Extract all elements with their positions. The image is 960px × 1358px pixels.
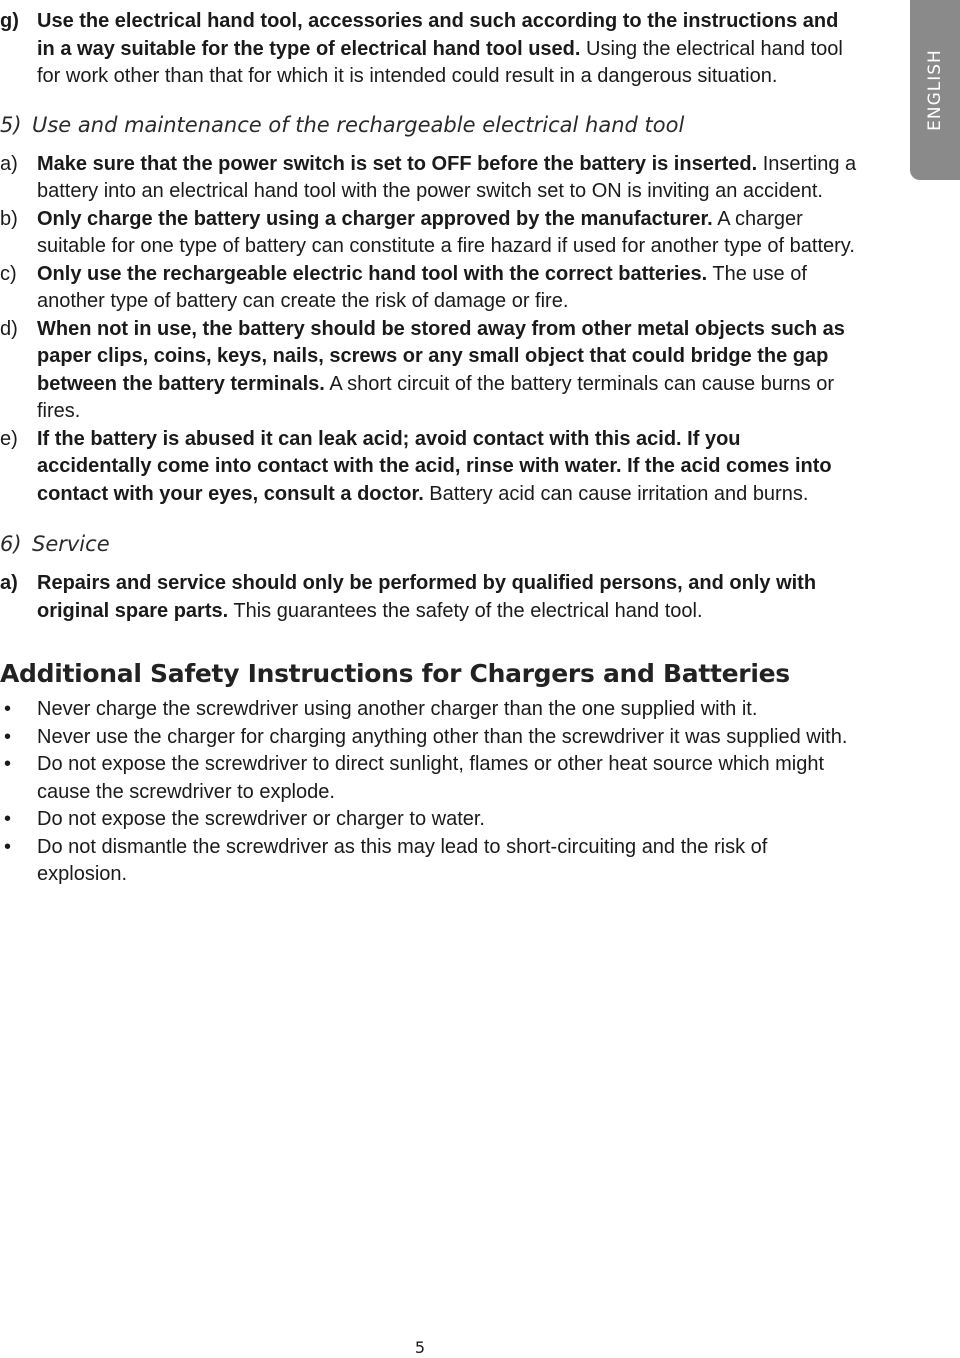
- item-text: This guarantees the safety of the electrical hand tool.: [228, 599, 703, 622]
- list-item: • Never charge the screwdriver using another charger than the one supplied with it.: [0, 696, 860, 724]
- item-g: [0, 8, 860, 91]
- section-6-heading: [0, 532, 860, 556]
- item-label: c): [0, 262, 17, 285]
- item-text: A charger suitable for one type of battery can constitute a fire hazard if used for another type of battery.: [37, 207, 855, 257]
- page-number: 5: [414, 1338, 426, 1357]
- additional-safety-heading: Additional Safety Instructions for Chargers and Batteries: [0, 659, 790, 688]
- list-item: • Never use the charger for charging anything other than the screwdriver it was supplied with.: [0, 724, 860, 752]
- section-title: Service: [32, 532, 110, 556]
- item-label: d): [0, 317, 18, 340]
- page-content: [0, 8, 860, 889]
- section-5-item-e: [0, 426, 860, 509]
- section-number: 6): [0, 532, 22, 556]
- section-5-item-a: [0, 151, 860, 206]
- item-bold-text: When not in use, the battery should be stored away from other metal objects such as paper clips, coins, keys, nails, screws or any small object that could bridge the gap between the battery terminals.: [37, 317, 845, 395]
- section-5-item-b: [0, 206, 860, 261]
- section-6-item-a: [0, 570, 860, 625]
- section-number: 5): [0, 112, 22, 137]
- item-text: The use of another type of battery can create the risk of damage or fire.: [37, 262, 807, 312]
- item-label: a): [0, 572, 18, 594]
- item-bold-text: Only charge the battery using a charger approved by the manufacturer.: [37, 207, 713, 230]
- item-text: Battery acid can cause irritation and burns.: [423, 482, 809, 505]
- item-bold-text: Repairs and service should only be performed by qualified persons, and only with original spare parts.: [37, 572, 817, 622]
- list-item: • Do not dismantle the screwdriver as this may lead to short-circuiting and the risk of explosion.: [0, 834, 860, 889]
- language-tab-label: ENGLISH: [925, 49, 945, 131]
- list-item: • Do not expose the screwdriver or charger to water.: [0, 806, 860, 834]
- item-bold-text: Make sure that the power switch is set to OFF before the battery is inserted.: [37, 152, 758, 175]
- item-label: g): [0, 10, 19, 32]
- item-bold-text: Use the electrical hand tool, accessories and such according to the instructions and in a way suitable for the type of electrical hand tool used.: [37, 10, 839, 60]
- item-text: A short circuit of the battery terminals can cause burns or fires.: [37, 372, 835, 422]
- section-5-heading: [0, 113, 860, 137]
- item-label: a): [0, 152, 18, 175]
- section-5-item-d: [0, 316, 860, 426]
- item-bold-text: If the battery is abused it can leak acid; avoid contact with this acid. If you accidentally come into contact with the acid, rinse with water. If the acid comes into contact with your eyes, consult a doctor.: [37, 427, 832, 505]
- additional-safety-list: [0, 696, 860, 889]
- item-label: b): [0, 207, 18, 230]
- section-title: Use and maintenance of the rechargeable electrical hand tool: [32, 112, 685, 137]
- language-tab: [910, 0, 960, 180]
- item-bold-text: Only use the rechargeable electric hand tool with the correct batteries.: [37, 262, 708, 285]
- item-label: e): [0, 427, 18, 450]
- section-5-item-c: [0, 261, 860, 316]
- list-item: • Do not expose the screwdriver to direct sunlight, flames or other heat source which might cause the screwdriver to explode.: [0, 751, 860, 806]
- item-text: Inserting a battery into an electrical hand tool with the power switch set to ON is inviting an accident.: [37, 152, 857, 202]
- item-text: Using the electrical hand tool for work other than that for which it is intended could result in a dangerous situation.: [37, 37, 843, 87]
